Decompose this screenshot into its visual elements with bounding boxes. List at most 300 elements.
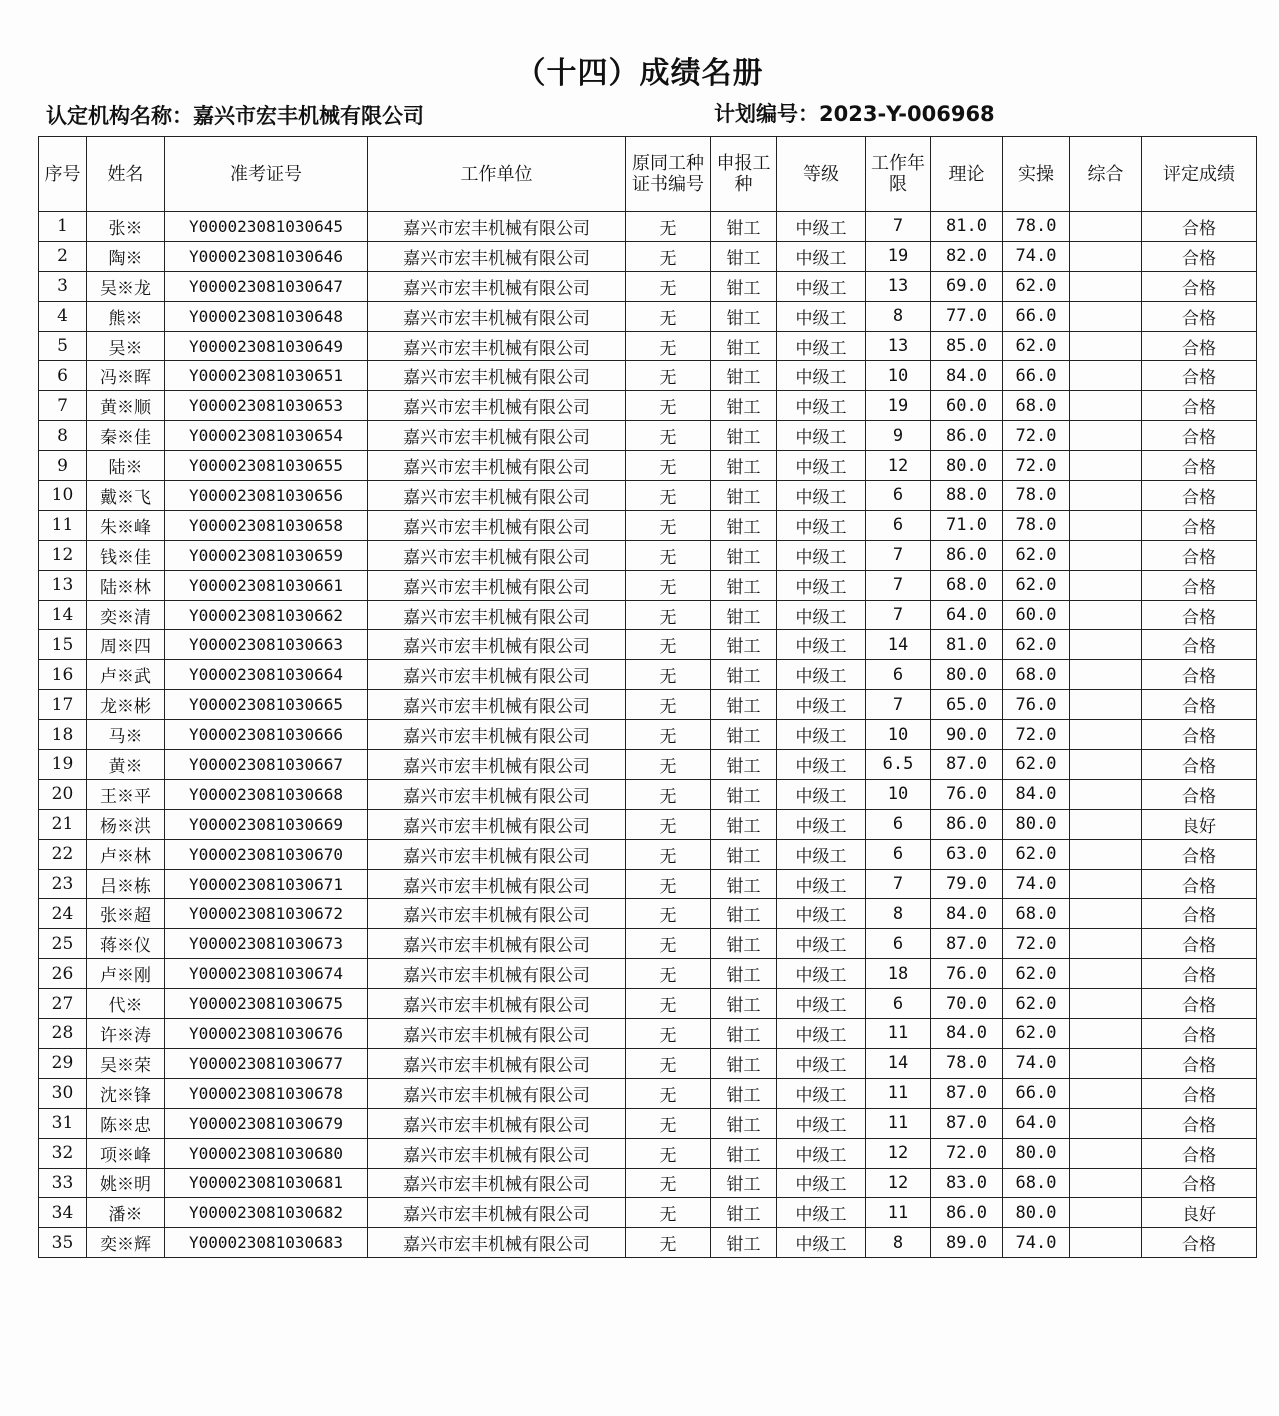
cell-workplace: 嘉兴市宏丰机械有限公司 bbox=[368, 510, 626, 540]
table-row bbox=[39, 869, 1257, 899]
cell-seq: 32 bbox=[39, 1138, 87, 1168]
header-trade: 申报工种 bbox=[711, 137, 777, 212]
cell-level: 中级工 bbox=[777, 421, 866, 451]
cell-level: 中级工 bbox=[777, 720, 866, 750]
cell-trade: 钳工 bbox=[711, 869, 777, 899]
cell-workplace: 嘉兴市宏丰机械有限公司 bbox=[368, 241, 626, 271]
table-row bbox=[39, 959, 1257, 989]
cell-name: 熊※ bbox=[87, 301, 165, 331]
cell-prior-cert: 无 bbox=[626, 361, 711, 391]
cell-practical: 62.0 bbox=[1003, 839, 1070, 869]
cell-theory: 80.0 bbox=[931, 451, 1003, 481]
cell-trade: 钳工 bbox=[711, 451, 777, 481]
cell-overall bbox=[1070, 540, 1142, 570]
table-row bbox=[39, 331, 1257, 361]
cell-prior-cert: 无 bbox=[626, 421, 711, 451]
cell-result: 合格 bbox=[1142, 779, 1257, 809]
cell-name: 陆※林 bbox=[87, 570, 165, 600]
cell-exam-id: Y000023081030677 bbox=[165, 1048, 368, 1078]
cell-overall bbox=[1070, 510, 1142, 540]
cell-practical: 80.0 bbox=[1003, 1138, 1070, 1168]
cell-prior-cert: 无 bbox=[626, 690, 711, 720]
table-row bbox=[39, 1198, 1257, 1228]
cell-work-years: 10 bbox=[866, 779, 931, 809]
cell-theory: 81.0 bbox=[931, 630, 1003, 660]
cell-seq: 35 bbox=[39, 1228, 87, 1258]
cell-theory: 81.0 bbox=[931, 212, 1003, 242]
cell-name: 奕※辉 bbox=[87, 1228, 165, 1258]
cell-prior-cert: 无 bbox=[626, 481, 711, 511]
cell-exam-id: Y000023081030676 bbox=[165, 1019, 368, 1049]
score-roster-table bbox=[38, 136, 1257, 1258]
cell-practical: 72.0 bbox=[1003, 421, 1070, 451]
cell-trade: 钳工 bbox=[711, 899, 777, 929]
table-row bbox=[39, 809, 1257, 839]
cell-overall bbox=[1070, 1019, 1142, 1049]
cell-exam-id: Y000023081030651 bbox=[165, 361, 368, 391]
cell-workplace: 嘉兴市宏丰机械有限公司 bbox=[368, 839, 626, 869]
table-row bbox=[39, 301, 1257, 331]
cell-seq: 11 bbox=[39, 510, 87, 540]
table-row bbox=[39, 839, 1257, 869]
cell-exam-id: Y000023081030671 bbox=[165, 869, 368, 899]
cell-workplace: 嘉兴市宏丰机械有限公司 bbox=[368, 451, 626, 481]
cell-workplace: 嘉兴市宏丰机械有限公司 bbox=[368, 899, 626, 929]
cell-practical: 62.0 bbox=[1003, 959, 1070, 989]
cell-seq: 4 bbox=[39, 301, 87, 331]
cell-prior-cert: 无 bbox=[626, 1228, 711, 1258]
cell-name: 姚※明 bbox=[87, 1168, 165, 1198]
cell-exam-id: Y000023081030680 bbox=[165, 1138, 368, 1168]
cell-level: 中级工 bbox=[777, 959, 866, 989]
cell-theory: 86.0 bbox=[931, 809, 1003, 839]
table-row bbox=[39, 1168, 1257, 1198]
cell-overall bbox=[1070, 570, 1142, 600]
cell-overall bbox=[1070, 361, 1142, 391]
cell-name: 潘※ bbox=[87, 1198, 165, 1228]
cell-theory: 84.0 bbox=[931, 899, 1003, 929]
cell-prior-cert: 无 bbox=[626, 929, 711, 959]
cell-seq: 22 bbox=[39, 839, 87, 869]
cell-theory: 87.0 bbox=[931, 1078, 1003, 1108]
cell-name: 张※超 bbox=[87, 899, 165, 929]
cell-prior-cert: 无 bbox=[626, 451, 711, 481]
cell-theory: 65.0 bbox=[931, 690, 1003, 720]
cell-work-years: 8 bbox=[866, 301, 931, 331]
cell-theory: 69.0 bbox=[931, 271, 1003, 301]
cell-result: 合格 bbox=[1142, 630, 1257, 660]
cell-level: 中级工 bbox=[777, 839, 866, 869]
cell-work-years: 7 bbox=[866, 570, 931, 600]
cell-workplace: 嘉兴市宏丰机械有限公司 bbox=[368, 361, 626, 391]
cell-level: 中级工 bbox=[777, 660, 866, 690]
cell-workplace: 嘉兴市宏丰机械有限公司 bbox=[368, 301, 626, 331]
cell-level: 中级工 bbox=[777, 600, 866, 630]
cell-trade: 钳工 bbox=[711, 271, 777, 301]
table-row bbox=[39, 241, 1257, 271]
cell-exam-id: Y000023081030648 bbox=[165, 301, 368, 331]
cell-work-years: 12 bbox=[866, 1168, 931, 1198]
cell-theory: 72.0 bbox=[931, 1138, 1003, 1168]
cell-exam-id: Y000023081030672 bbox=[165, 899, 368, 929]
cell-name: 陆※ bbox=[87, 451, 165, 481]
cell-seq: 8 bbox=[39, 421, 87, 451]
cell-workplace: 嘉兴市宏丰机械有限公司 bbox=[368, 331, 626, 361]
cell-overall bbox=[1070, 959, 1142, 989]
cell-trade: 钳工 bbox=[711, 630, 777, 660]
cell-work-years: 8 bbox=[866, 1228, 931, 1258]
cell-workplace: 嘉兴市宏丰机械有限公司 bbox=[368, 809, 626, 839]
cell-theory: 84.0 bbox=[931, 361, 1003, 391]
cell-exam-id: Y000023081030653 bbox=[165, 391, 368, 421]
cell-overall bbox=[1070, 421, 1142, 451]
cell-level: 中级工 bbox=[777, 989, 866, 1019]
cell-seq: 16 bbox=[39, 660, 87, 690]
cell-practical: 76.0 bbox=[1003, 690, 1070, 720]
cell-practical: 62.0 bbox=[1003, 750, 1070, 780]
cell-prior-cert: 无 bbox=[626, 510, 711, 540]
cell-practical: 62.0 bbox=[1003, 271, 1070, 301]
cell-level: 中级工 bbox=[777, 1198, 866, 1228]
cell-overall bbox=[1070, 1138, 1142, 1168]
cell-level: 中级工 bbox=[777, 1108, 866, 1138]
cell-level: 中级工 bbox=[777, 391, 866, 421]
cell-exam-id: Y000023081030665 bbox=[165, 690, 368, 720]
cell-prior-cert: 无 bbox=[626, 271, 711, 301]
cell-trade: 钳工 bbox=[711, 989, 777, 1019]
cell-theory: 80.0 bbox=[931, 660, 1003, 690]
table-row bbox=[39, 540, 1257, 570]
cell-workplace: 嘉兴市宏丰机械有限公司 bbox=[368, 989, 626, 1019]
header-level: 等级 bbox=[777, 137, 866, 212]
cell-work-years: 10 bbox=[866, 720, 931, 750]
cell-workplace: 嘉兴市宏丰机械有限公司 bbox=[368, 1198, 626, 1228]
cell-result: 合格 bbox=[1142, 481, 1257, 511]
table-row bbox=[39, 1048, 1257, 1078]
cell-overall bbox=[1070, 839, 1142, 869]
table-row bbox=[39, 570, 1257, 600]
cell-workplace: 嘉兴市宏丰机械有限公司 bbox=[368, 1228, 626, 1258]
cell-trade: 钳工 bbox=[711, 600, 777, 630]
table-row bbox=[39, 1108, 1257, 1138]
table-header-row bbox=[39, 137, 1257, 212]
cell-trade: 钳工 bbox=[711, 1048, 777, 1078]
cell-name: 项※峰 bbox=[87, 1138, 165, 1168]
page-title: （十四）成绩名册 bbox=[515, 56, 764, 91]
cell-prior-cert: 无 bbox=[626, 1048, 711, 1078]
cell-practical: 72.0 bbox=[1003, 720, 1070, 750]
cell-overall bbox=[1070, 241, 1142, 271]
cell-work-years: 7 bbox=[866, 540, 931, 570]
cell-result: 合格 bbox=[1142, 600, 1257, 630]
cell-seq: 1 bbox=[39, 212, 87, 242]
cell-exam-id: Y000023081030664 bbox=[165, 660, 368, 690]
cell-theory: 82.0 bbox=[931, 241, 1003, 271]
cell-theory: 68.0 bbox=[931, 570, 1003, 600]
cell-overall bbox=[1070, 271, 1142, 301]
table-row bbox=[39, 660, 1257, 690]
cell-work-years: 19 bbox=[866, 241, 931, 271]
cell-seq: 21 bbox=[39, 809, 87, 839]
cell-seq: 28 bbox=[39, 1019, 87, 1049]
cell-prior-cert: 无 bbox=[626, 720, 711, 750]
table-row bbox=[39, 1019, 1257, 1049]
cell-exam-id: Y000023081030683 bbox=[165, 1228, 368, 1258]
cell-work-years: 11 bbox=[866, 1078, 931, 1108]
cell-result: 良好 bbox=[1142, 1198, 1257, 1228]
cell-name: 朱※峰 bbox=[87, 510, 165, 540]
cell-workplace: 嘉兴市宏丰机械有限公司 bbox=[368, 720, 626, 750]
cell-theory: 90.0 bbox=[931, 720, 1003, 750]
cell-exam-id: Y000023081030655 bbox=[165, 451, 368, 481]
cell-result: 合格 bbox=[1142, 331, 1257, 361]
cell-level: 中级工 bbox=[777, 241, 866, 271]
cell-work-years: 12 bbox=[866, 1138, 931, 1168]
cell-result: 合格 bbox=[1142, 1138, 1257, 1168]
cell-result: 合格 bbox=[1142, 1168, 1257, 1198]
cell-seq: 24 bbox=[39, 899, 87, 929]
cell-workplace: 嘉兴市宏丰机械有限公司 bbox=[368, 690, 626, 720]
cell-trade: 钳工 bbox=[711, 660, 777, 690]
cell-level: 中级工 bbox=[777, 1168, 866, 1198]
table-row bbox=[39, 630, 1257, 660]
cell-name: 卢※林 bbox=[87, 839, 165, 869]
cell-level: 中级工 bbox=[777, 630, 866, 660]
cell-practical: 78.0 bbox=[1003, 510, 1070, 540]
cell-seq: 18 bbox=[39, 720, 87, 750]
cell-theory: 87.0 bbox=[931, 1108, 1003, 1138]
cell-overall bbox=[1070, 779, 1142, 809]
cell-work-years: 19 bbox=[866, 391, 931, 421]
cell-practical: 62.0 bbox=[1003, 989, 1070, 1019]
cell-trade: 钳工 bbox=[711, 1108, 777, 1138]
cell-name: 卢※武 bbox=[87, 660, 165, 690]
cell-prior-cert: 无 bbox=[626, 779, 711, 809]
cell-seq: 17 bbox=[39, 690, 87, 720]
table-row bbox=[39, 720, 1257, 750]
cell-seq: 15 bbox=[39, 630, 87, 660]
cell-practical: 74.0 bbox=[1003, 1048, 1070, 1078]
cell-seq: 34 bbox=[39, 1198, 87, 1228]
cell-overall bbox=[1070, 391, 1142, 421]
cell-prior-cert: 无 bbox=[626, 570, 711, 600]
header-seq: 序号 bbox=[39, 137, 87, 212]
cell-exam-id: Y000023081030662 bbox=[165, 600, 368, 630]
cell-overall bbox=[1070, 630, 1142, 660]
cell-level: 中级工 bbox=[777, 361, 866, 391]
cell-prior-cert: 无 bbox=[626, 241, 711, 271]
cell-workplace: 嘉兴市宏丰机械有限公司 bbox=[368, 481, 626, 511]
table-row bbox=[39, 1228, 1257, 1258]
cell-trade: 钳工 bbox=[711, 540, 777, 570]
cell-prior-cert: 无 bbox=[626, 809, 711, 839]
cell-overall bbox=[1070, 869, 1142, 899]
cell-overall bbox=[1070, 212, 1142, 242]
cell-overall bbox=[1070, 1048, 1142, 1078]
cell-practical: 80.0 bbox=[1003, 809, 1070, 839]
cell-practical: 68.0 bbox=[1003, 899, 1070, 929]
table-row bbox=[39, 451, 1257, 481]
cell-prior-cert: 无 bbox=[626, 839, 711, 869]
table-row bbox=[39, 600, 1257, 630]
cell-trade: 钳工 bbox=[711, 959, 777, 989]
cell-result: 合格 bbox=[1142, 301, 1257, 331]
table-row bbox=[39, 779, 1257, 809]
cell-work-years: 10 bbox=[866, 361, 931, 391]
cell-result: 合格 bbox=[1142, 690, 1257, 720]
cell-practical: 62.0 bbox=[1003, 1019, 1070, 1049]
cell-exam-id: Y000023081030645 bbox=[165, 212, 368, 242]
cell-trade: 钳工 bbox=[711, 361, 777, 391]
cell-theory: 60.0 bbox=[931, 391, 1003, 421]
cell-name: 沈※锋 bbox=[87, 1078, 165, 1108]
cell-work-years: 18 bbox=[866, 959, 931, 989]
cell-work-years: 13 bbox=[866, 331, 931, 361]
cell-result: 合格 bbox=[1142, 959, 1257, 989]
cell-seq: 3 bbox=[39, 271, 87, 301]
cell-practical: 72.0 bbox=[1003, 929, 1070, 959]
cell-prior-cert: 无 bbox=[626, 600, 711, 630]
table-row bbox=[39, 1138, 1257, 1168]
cell-result: 合格 bbox=[1142, 241, 1257, 271]
cell-trade: 钳工 bbox=[711, 510, 777, 540]
cell-practical: 68.0 bbox=[1003, 1168, 1070, 1198]
cell-exam-id: Y000023081030675 bbox=[165, 989, 368, 1019]
cell-exam-id: Y000023081030647 bbox=[165, 271, 368, 301]
cell-name: 秦※佳 bbox=[87, 421, 165, 451]
cell-trade: 钳工 bbox=[711, 481, 777, 511]
cell-seq: 20 bbox=[39, 779, 87, 809]
cell-practical: 62.0 bbox=[1003, 331, 1070, 361]
cell-name: 代※ bbox=[87, 989, 165, 1019]
cell-prior-cert: 无 bbox=[626, 391, 711, 421]
cell-work-years: 6 bbox=[866, 510, 931, 540]
cell-trade: 钳工 bbox=[711, 690, 777, 720]
cell-theory: 71.0 bbox=[931, 510, 1003, 540]
cell-level: 中级工 bbox=[777, 212, 866, 242]
cell-trade: 钳工 bbox=[711, 929, 777, 959]
cell-practical: 84.0 bbox=[1003, 779, 1070, 809]
cell-seq: 10 bbox=[39, 481, 87, 511]
cell-exam-id: Y000023081030667 bbox=[165, 750, 368, 780]
cell-overall bbox=[1070, 899, 1142, 929]
table-body bbox=[39, 212, 1257, 1258]
cell-overall bbox=[1070, 929, 1142, 959]
cell-seq: 26 bbox=[39, 959, 87, 989]
cell-exam-id: Y000023081030679 bbox=[165, 1108, 368, 1138]
cell-workplace: 嘉兴市宏丰机械有限公司 bbox=[368, 1078, 626, 1108]
table-row bbox=[39, 481, 1257, 511]
cell-seq: 2 bbox=[39, 241, 87, 271]
cell-overall bbox=[1070, 809, 1142, 839]
cell-trade: 钳工 bbox=[711, 779, 777, 809]
cell-level: 中级工 bbox=[777, 1078, 866, 1108]
cell-trade: 钳工 bbox=[711, 1228, 777, 1258]
cell-name: 杨※洪 bbox=[87, 809, 165, 839]
cell-practical: 62.0 bbox=[1003, 570, 1070, 600]
cell-theory: 79.0 bbox=[931, 869, 1003, 899]
cell-trade: 钳工 bbox=[711, 241, 777, 271]
cell-seq: 23 bbox=[39, 869, 87, 899]
cell-name: 黄※ bbox=[87, 750, 165, 780]
cell-practical: 80.0 bbox=[1003, 1198, 1070, 1228]
cell-overall bbox=[1070, 331, 1142, 361]
cell-work-years: 8 bbox=[866, 899, 931, 929]
cell-result: 合格 bbox=[1142, 1048, 1257, 1078]
cell-level: 中级工 bbox=[777, 809, 866, 839]
cell-result: 合格 bbox=[1142, 271, 1257, 301]
header-result: 评定成绩 bbox=[1142, 137, 1257, 212]
cell-level: 中级工 bbox=[777, 1048, 866, 1078]
cell-theory: 77.0 bbox=[931, 301, 1003, 331]
cell-level: 中级工 bbox=[777, 869, 866, 899]
cell-exam-id: Y000023081030654 bbox=[165, 421, 368, 451]
cell-prior-cert: 无 bbox=[626, 301, 711, 331]
cell-work-years: 6 bbox=[866, 839, 931, 869]
table-row bbox=[39, 899, 1257, 929]
cell-name: 蒋※仪 bbox=[87, 929, 165, 959]
cell-name: 陶※ bbox=[87, 241, 165, 271]
cell-overall bbox=[1070, 690, 1142, 720]
cell-name: 张※ bbox=[87, 212, 165, 242]
cell-result: 合格 bbox=[1142, 869, 1257, 899]
cell-practical: 64.0 bbox=[1003, 1108, 1070, 1138]
cell-work-years: 9 bbox=[866, 421, 931, 451]
cell-trade: 钳工 bbox=[711, 1198, 777, 1228]
cell-result: 合格 bbox=[1142, 451, 1257, 481]
cell-overall bbox=[1070, 600, 1142, 630]
cell-workplace: 嘉兴市宏丰机械有限公司 bbox=[368, 570, 626, 600]
cell-practical: 62.0 bbox=[1003, 630, 1070, 660]
cell-trade: 钳工 bbox=[711, 331, 777, 361]
cell-seq: 31 bbox=[39, 1108, 87, 1138]
cell-name: 奕※清 bbox=[87, 600, 165, 630]
cell-name: 黄※顺 bbox=[87, 391, 165, 421]
header-work-years: 工作年限 bbox=[866, 137, 931, 212]
cell-overall bbox=[1070, 989, 1142, 1019]
cell-name: 许※涛 bbox=[87, 1019, 165, 1049]
table-row bbox=[39, 690, 1257, 720]
table-row bbox=[39, 1078, 1257, 1108]
cell-result: 合格 bbox=[1142, 1019, 1257, 1049]
cell-practical: 72.0 bbox=[1003, 451, 1070, 481]
cell-work-years: 7 bbox=[866, 600, 931, 630]
cell-practical: 66.0 bbox=[1003, 301, 1070, 331]
cell-result: 合格 bbox=[1142, 929, 1257, 959]
cell-theory: 76.0 bbox=[931, 779, 1003, 809]
cell-exam-id: Y000023081030669 bbox=[165, 809, 368, 839]
cell-work-years: 12 bbox=[866, 451, 931, 481]
cell-name: 吴※荣 bbox=[87, 1048, 165, 1078]
cell-level: 中级工 bbox=[777, 570, 866, 600]
cell-exam-id: Y000023081030673 bbox=[165, 929, 368, 959]
cell-practical: 74.0 bbox=[1003, 1228, 1070, 1258]
cell-work-years: 11 bbox=[866, 1108, 931, 1138]
cell-work-years: 11 bbox=[866, 1198, 931, 1228]
cell-prior-cert: 无 bbox=[626, 660, 711, 690]
header-overall: 综合 bbox=[1070, 137, 1142, 212]
cell-theory: 64.0 bbox=[931, 600, 1003, 630]
cell-workplace: 嘉兴市宏丰机械有限公司 bbox=[368, 391, 626, 421]
cell-workplace: 嘉兴市宏丰机械有限公司 bbox=[368, 271, 626, 301]
cell-theory: 88.0 bbox=[931, 481, 1003, 511]
cell-level: 中级工 bbox=[777, 1019, 866, 1049]
cell-level: 中级工 bbox=[777, 331, 866, 361]
cell-theory: 86.0 bbox=[931, 540, 1003, 570]
cell-name: 龙※彬 bbox=[87, 690, 165, 720]
cell-work-years: 6 bbox=[866, 989, 931, 1019]
cell-prior-cert: 无 bbox=[626, 1078, 711, 1108]
